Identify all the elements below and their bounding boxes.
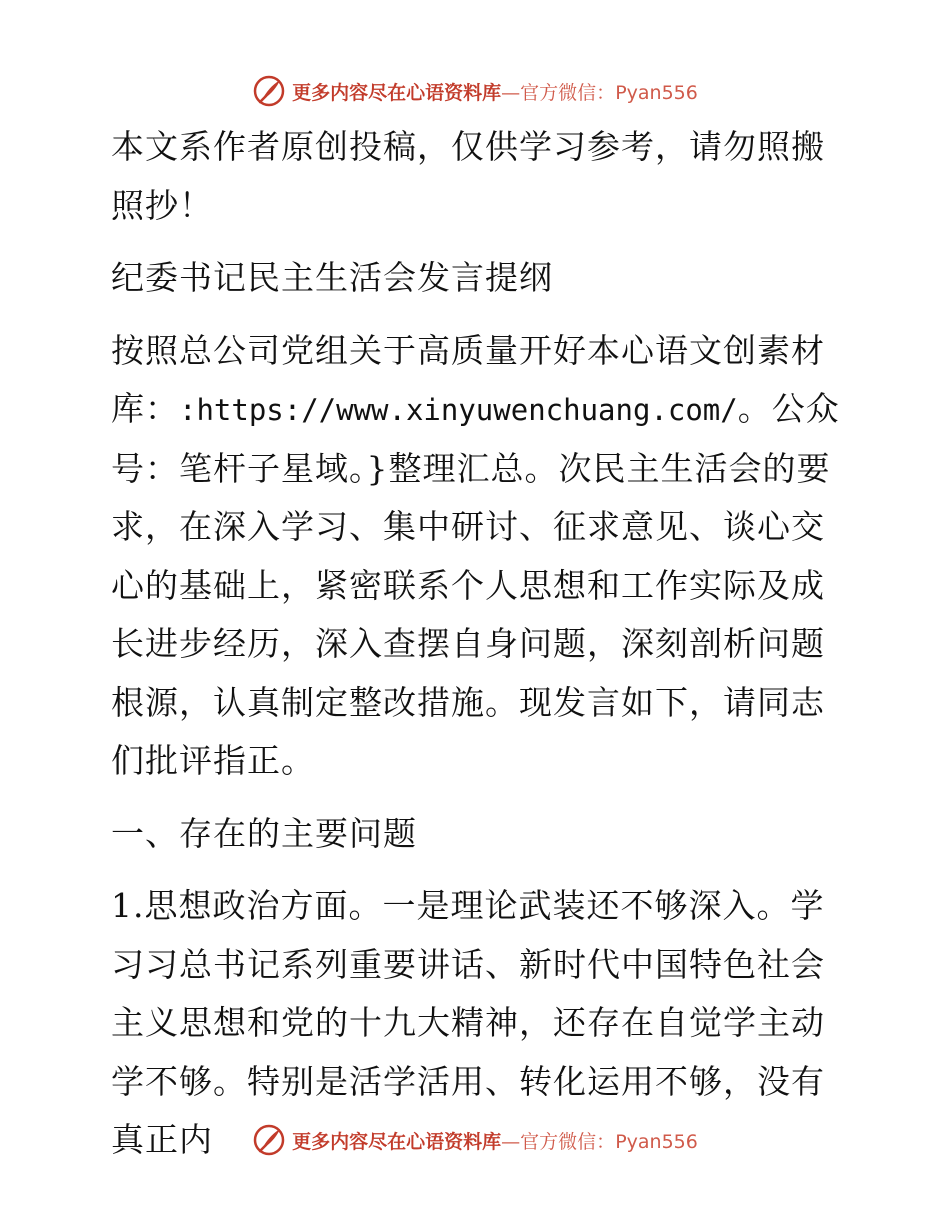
intro-text-b: 。公众号：笔杆子星域。}整理汇总。次民主生活会的要求，在深入学习、集中研讨、征求意见、谈心交心的基础上，紧密联系个人思想和工作实际及成长进步经历，深入查摆自身问题，深刻剖析问题根源，认真制定整改措施。现发言如下，请同志们批评指正。 <box>111 389 840 780</box>
intro-paragraph <box>97 322 857 791</box>
watermark-text <box>292 1127 698 1154</box>
watermark-sub: —官方微信： <box>501 81 616 104</box>
intro-text-a: 按照总公司党组关于高质量开好本心语文创素材库： <box>111 330 825 428</box>
watermark-sub: —官方微信： <box>501 1130 616 1153</box>
watermark-wechat-id: Pyan556 <box>615 1130 698 1153</box>
document-body <box>97 118 857 1170</box>
intro-url: :https://www.xinyuwenchuang.com/ <box>179 393 738 427</box>
feather-pen-logo-icon <box>252 74 286 108</box>
copyright-note: 本文系作者原创投稿，仅供学习参考，请勿照搬照抄！ <box>111 127 825 225</box>
footer-watermark <box>0 1120 950 1160</box>
section-1-paragraph: 1.思想政治方面。一是理论武装还不够深入。学习习总书记系列重要讲话、新时代中国特色社会主义思想和党的十九大精神，还存在自觉学主动学不够。特别是活学活用、转化运用不够，没有真正内 <box>111 886 825 1159</box>
watermark-main: 更多内容尽在心语资料库 <box>292 81 502 104</box>
document-title: 纪委书记民主生活会发言提纲 <box>111 258 553 297</box>
watermark-wechat-id: Pyan556 <box>615 81 698 104</box>
section-heading-1: 一、存在的主要问题 <box>111 813 417 853</box>
watermark-text <box>292 78 698 105</box>
feather-pen-logo-icon <box>252 1123 286 1157</box>
watermark-main: 更多内容尽在心语资料库 <box>292 1130 502 1153</box>
header-watermark <box>0 71 950 111</box>
